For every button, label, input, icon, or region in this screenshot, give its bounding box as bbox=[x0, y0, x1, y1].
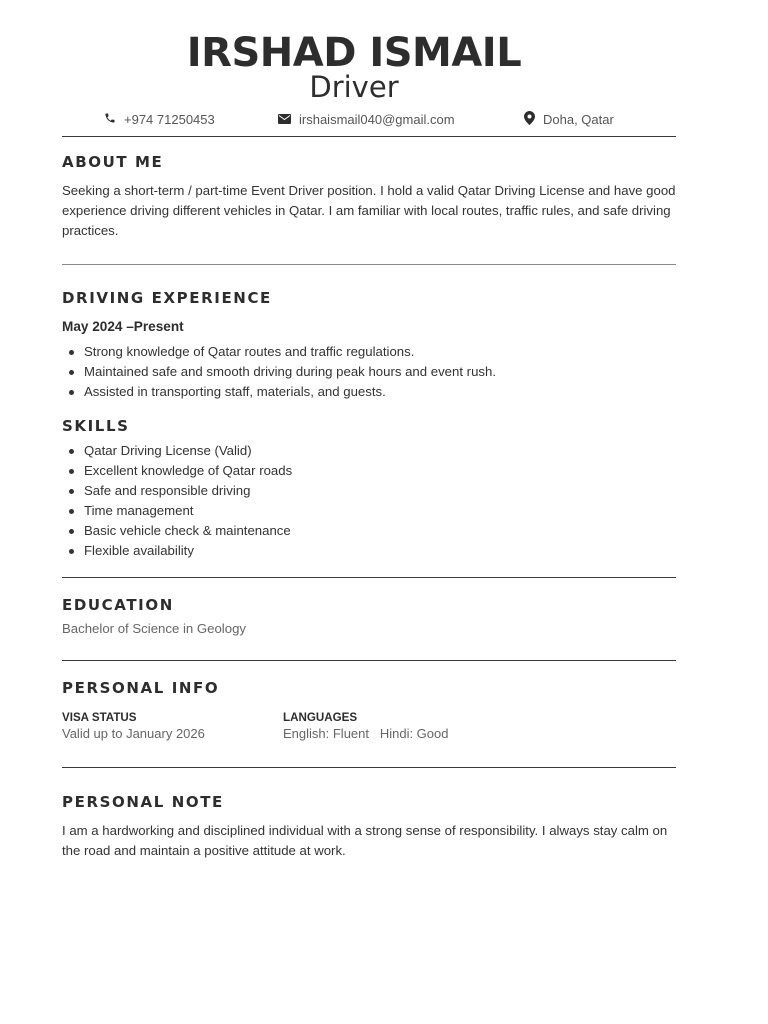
personal-note-text: I am a hardworking and disciplined individual with a strong sense of responsibility. I always stay calm on the road and maintain a positive attitude at work. bbox=[62, 823, 668, 858]
contact-phone[interactable] bbox=[104, 110, 215, 128]
mail-icon bbox=[278, 112, 299, 127]
divider-skills bbox=[62, 577, 676, 578]
location-text: Doha, Qatar bbox=[543, 111, 614, 127]
contact-bar bbox=[62, 110, 676, 128]
personal-note-title: PERSONAL NOTE bbox=[62, 793, 224, 811]
list-item: Maintained safe and smooth driving during peak hours and event rush. bbox=[62, 362, 676, 382]
languages-value: English: Fluent Hindi: Good bbox=[283, 726, 449, 741]
skills-title: SKILLS bbox=[62, 417, 130, 435]
job-title: Driver bbox=[309, 70, 399, 104]
list-item: Safe and responsible driving bbox=[62, 481, 676, 501]
visa-status-value: Valid up to January 2026 bbox=[62, 726, 205, 741]
list-item: Excellent knowledge of Qatar roads bbox=[62, 461, 676, 481]
personal-info-title: PERSONAL INFO bbox=[62, 679, 220, 697]
skills-list bbox=[62, 441, 676, 561]
divider-about bbox=[62, 264, 676, 265]
languages-label: LANGUAGES bbox=[283, 711, 358, 724]
experience-list bbox=[62, 342, 676, 402]
list-item: Qatar Driving License (Valid) bbox=[62, 441, 676, 461]
education-title: EDUCATION bbox=[62, 596, 174, 614]
experience-period: May 2024 –Present bbox=[62, 319, 184, 334]
education-text: Bachelor of Science in Geology bbox=[62, 621, 247, 636]
visa-status-label: VISA STATUS bbox=[62, 711, 137, 724]
divider-personal-info bbox=[62, 767, 676, 768]
divider-education bbox=[62, 660, 676, 661]
list-item: Assisted in transporting staff, materials, and guests. bbox=[62, 382, 676, 402]
list-item: Basic vehicle check & maintenance bbox=[62, 521, 676, 541]
about-text: Seeking a short-term / part-time Event Driver position. I hold a valid Qatar Driving License and have good experience driving different vehicles in Qatar. I am familiar with local routes, traffic rules, and safe driving practices. bbox=[62, 183, 676, 238]
about-title: ABOUT ME bbox=[62, 153, 164, 171]
candidate-name: IRSHAD ISMAIL bbox=[186, 30, 522, 76]
phone-icon bbox=[104, 112, 124, 127]
experience-title: DRIVING EXPERIENCE bbox=[62, 289, 272, 307]
list-item: Flexible availability bbox=[62, 541, 676, 561]
email-address: irshaismail040@gmail.com bbox=[299, 111, 455, 127]
list-item: Time management bbox=[62, 501, 676, 521]
list-item: Strong knowledge of Qatar routes and traffic regulations. bbox=[62, 342, 676, 362]
map-pin-icon bbox=[524, 111, 543, 128]
contact-email[interactable] bbox=[278, 110, 455, 128]
phone-number: +974 71250453 bbox=[124, 111, 215, 127]
contact-location bbox=[524, 110, 614, 128]
header-divider bbox=[62, 136, 676, 137]
